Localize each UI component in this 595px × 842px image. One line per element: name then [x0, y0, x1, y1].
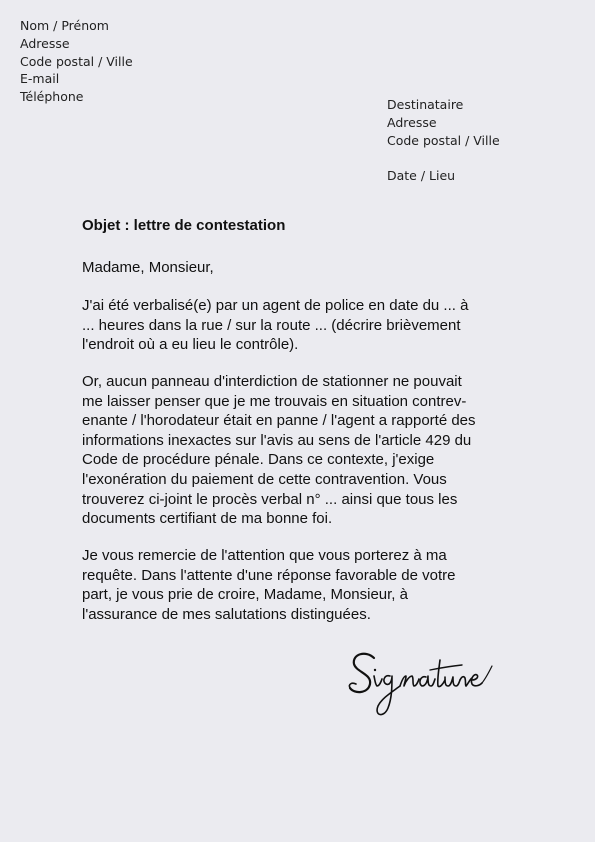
- recipient-name: Destinataire: [387, 97, 464, 112]
- sender-name: Nom / Prénom: [20, 18, 109, 33]
- recipient-block: [387, 96, 500, 149]
- recipient-postal-city: Code postal / Ville: [387, 132, 500, 148]
- paragraph-line: l'endroit où a eu lieu le contrôle).: [82, 336, 299, 354]
- paragraph-line: Je vous remercie de l'attention que vous porterez à ma: [82, 547, 447, 564]
- paragraph-line: ... heures dans la rue / sur la route ... (décrire brièvement: [82, 316, 461, 334]
- paragraph-line: enante / l'horodateur était en panne / l'agent a rapporté des: [82, 412, 476, 430]
- sender-phone: Téléphone: [20, 89, 84, 105]
- sender-email: E-mail: [20, 71, 60, 87]
- paragraph-line: trouverez ci-joint le procès verbal n° ... ainsi que tous les: [82, 490, 458, 508]
- paragraph-line: me laisser penser que je me trouvais en situation contrev-: [82, 392, 467, 410]
- paragraph-line: requête. Dans l'attente d'une réponse favorable de votre: [82, 566, 456, 584]
- sender-address: Adresse: [20, 35, 70, 51]
- date-place: Date / Lieu: [387, 168, 456, 183]
- paragraph-line: J'ai été verbalisé(e) par un agent de police en date du ... à: [82, 297, 469, 314]
- paragraph-line: Or, aucun panneau d'interdiction de stationner ne pouvait: [82, 373, 462, 390]
- paragraph-line: informations inexactes sur l'avis au sens de l'article 429 du: [82, 431, 472, 449]
- paragraph-line: l'exonération du paiement de cette contravention. Vous: [82, 470, 447, 488]
- handwritten-signature: [344, 646, 494, 720]
- paragraph-2: [82, 372, 476, 529]
- paragraph-line: documents certifiant de ma bonne foi.: [82, 510, 333, 528]
- paragraph-line: l'assurance de mes salutations distinguées.: [82, 605, 371, 623]
- salutation: Madame, Monsieur,: [82, 259, 214, 276]
- sender-postal-city: Code postal / Ville: [20, 53, 133, 69]
- sender-block: [20, 17, 133, 106]
- recipient-address: Adresse: [387, 114, 437, 130]
- letter-subject: Objet : lettre de contestation: [82, 217, 286, 234]
- paragraph-line: part, je vous prie de croire, Madame, Monsieur, à: [82, 586, 408, 604]
- paragraph-line: Code de procédure pénale. Dans ce contexte, j'exige: [82, 451, 435, 469]
- paragraph-3: [82, 546, 455, 624]
- paragraph-1: [82, 296, 468, 355]
